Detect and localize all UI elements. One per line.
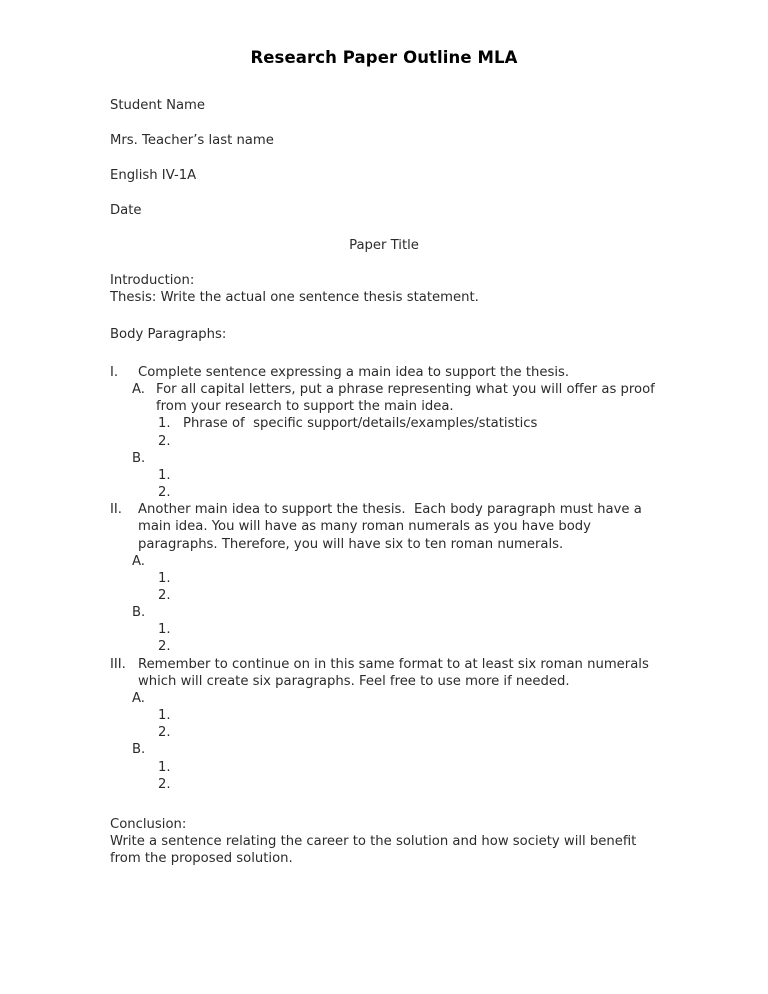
outline-item-number bbox=[110, 724, 658, 741]
outline-marker: 2. bbox=[158, 639, 171, 655]
outline-item-number bbox=[110, 415, 658, 432]
outline-text: Phrase of specific support/details/examples/statistics bbox=[183, 416, 538, 432]
conclusion-text: Write a sentence relating the career to the solution and how society will benefit from the proposed solution. bbox=[110, 833, 641, 866]
outline-item-number bbox=[110, 759, 658, 776]
outline-text bbox=[183, 433, 658, 434]
outline-item-alpha bbox=[110, 690, 658, 707]
conclusion-section bbox=[110, 817, 658, 868]
outline-marker: III. bbox=[110, 656, 126, 672]
outline-text bbox=[183, 587, 658, 588]
outline-text: For all capital letters, put a phrase representing what you will offer as proof from your research to support the main idea. bbox=[156, 382, 660, 415]
outline-item-number bbox=[110, 638, 658, 655]
outline-text bbox=[156, 450, 658, 451]
outline-item-number bbox=[110, 621, 658, 638]
outline-text: Complete sentence expressing a main idea to support the thesis. bbox=[138, 364, 570, 380]
introduction-section bbox=[110, 273, 658, 307]
outline-text bbox=[183, 570, 658, 571]
outline-item-alpha bbox=[110, 604, 658, 621]
outline-marker: I. bbox=[110, 364, 119, 380]
document-body bbox=[110, 48, 658, 868]
outline-marker: A. bbox=[132, 553, 145, 569]
outline-text bbox=[183, 759, 658, 760]
outline-item-number bbox=[110, 776, 658, 793]
outline-item-alpha bbox=[110, 381, 658, 415]
outline-item-number bbox=[110, 587, 658, 604]
outline-text bbox=[183, 776, 658, 777]
outline-marker: A. bbox=[132, 690, 145, 706]
spacer-after-introduction bbox=[110, 307, 658, 327]
outline-marker: B. bbox=[132, 605, 146, 621]
page-title: Research Paper Outline MLA bbox=[250, 48, 518, 67]
outline-item-number bbox=[110, 707, 658, 724]
outline-item-roman bbox=[110, 656, 658, 690]
outline-item-roman bbox=[110, 501, 658, 552]
outline-item-number bbox=[110, 433, 658, 450]
outline-marker: 1. bbox=[158, 467, 171, 483]
outline-marker: II. bbox=[110, 502, 122, 518]
outline-item-number bbox=[110, 570, 658, 587]
spacer-before-outline bbox=[110, 344, 658, 364]
outline-text bbox=[156, 690, 658, 691]
outline-marker: A. bbox=[132, 382, 145, 398]
outline-marker: B. bbox=[132, 742, 146, 758]
outline-text bbox=[183, 467, 658, 468]
student-heading-block bbox=[110, 98, 658, 220]
heading-line-student-name: Student Name bbox=[110, 97, 206, 113]
outline-list bbox=[110, 364, 658, 793]
outline-text: Another main idea to support the thesis. Each body paragraph must have a main idea. You will have as many roman numerals as you have body paragraphs. Therefore, you will have six to ten roman numerals. bbox=[138, 502, 647, 552]
outline-item-number bbox=[110, 484, 658, 501]
outline-marker: 1. bbox=[158, 708, 171, 724]
paper-title: Paper Title bbox=[349, 237, 419, 253]
outline-marker: 2. bbox=[158, 485, 171, 501]
outline-text bbox=[183, 707, 658, 708]
outline-text bbox=[183, 724, 658, 725]
heading-line-date: Date bbox=[110, 202, 142, 218]
outline-item-number bbox=[110, 467, 658, 484]
outline-text bbox=[183, 621, 658, 622]
outline-marker: 1. bbox=[158, 416, 171, 432]
heading-line-course: English IV-1A bbox=[110, 167, 197, 183]
outline-text bbox=[156, 741, 658, 742]
outline-item-alpha bbox=[110, 741, 658, 758]
body-paragraphs-label: Body Paragraphs: bbox=[110, 327, 227, 343]
heading-line-teacher-name: Mrs. Teacher’s last name bbox=[110, 132, 274, 148]
outline-marker: 1. bbox=[158, 759, 171, 775]
outline-marker: 2. bbox=[158, 588, 171, 603]
outline-marker: 1. bbox=[158, 622, 171, 638]
outline-text bbox=[183, 484, 658, 485]
outline-marker: 2. bbox=[158, 776, 171, 792]
thesis-line: Thesis: Write the actual one sentence thesis statement. bbox=[110, 290, 479, 306]
outline-item-alpha bbox=[110, 553, 658, 570]
outline-item-roman bbox=[110, 364, 658, 381]
outline-item-alpha bbox=[110, 450, 658, 467]
outline-marker: 1. bbox=[158, 570, 171, 586]
outline-text bbox=[156, 553, 658, 554]
outline-text: Remember to continue on in this same format to at least six roman numerals which will create six paragraphs. Feel free to use more if needed. bbox=[138, 656, 654, 689]
spacer-before-conclusion bbox=[110, 793, 658, 817]
outline-marker: 2. bbox=[158, 433, 171, 449]
outline-text bbox=[183, 638, 658, 639]
introduction-label: Introduction: bbox=[110, 273, 195, 289]
outline-marker: 2. bbox=[158, 725, 171, 741]
outline-marker: B. bbox=[132, 450, 146, 466]
conclusion-label: Conclusion: bbox=[110, 816, 187, 832]
outline-text bbox=[156, 604, 658, 605]
